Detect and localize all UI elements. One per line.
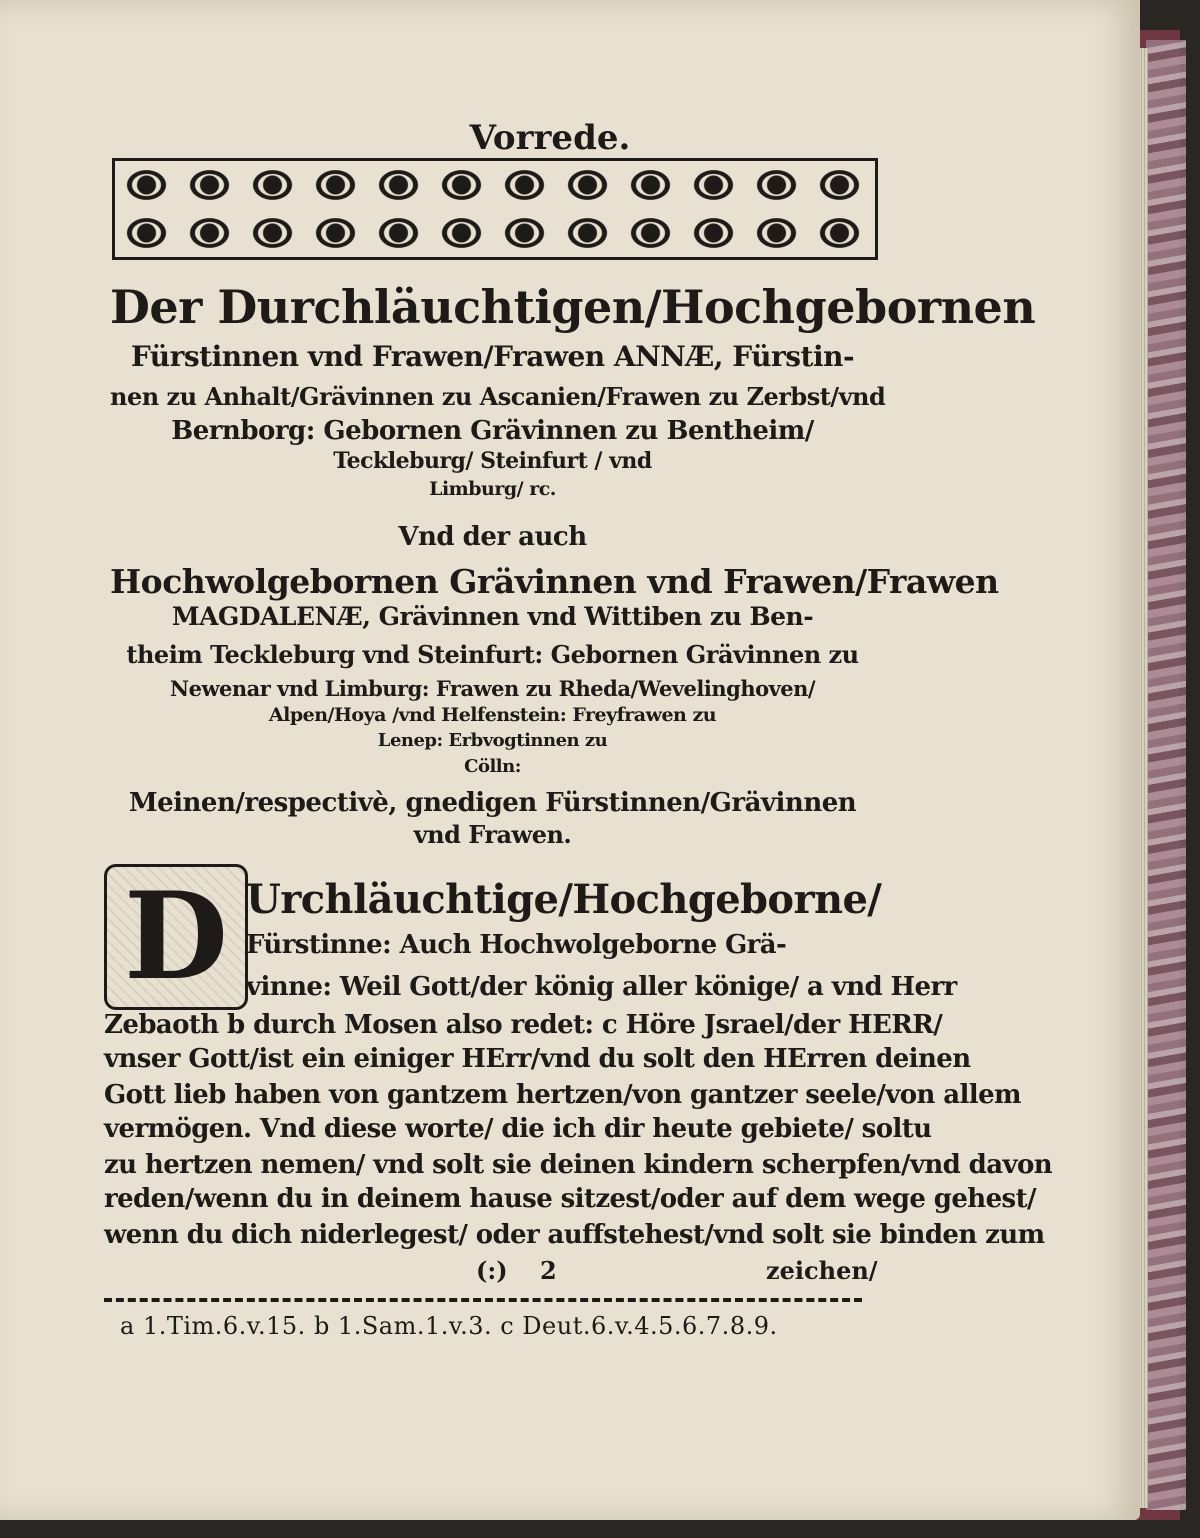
body-line-3: vinne: Weil Gott/der könig aller könige/ a vnd Herr [246,972,957,1002]
title-line-9: MAGDALENÆ, Grävinnen vnd Wittiben zu Ben- [171,602,814,631]
body-line-10: wenn du dich niderlegest/ oder auffstehest/vnd solt sie binden zum [104,1220,1045,1250]
body-line-4: Zebaoth b durch Mosen also redet: c Höre Jsrael/der HERR/ [104,1010,943,1040]
body-line-7: vermögen. Vnd diese worte/ die ich dir heute gebiete/ soltu [104,1114,932,1144]
title-line-10: theim Teckleburg vnd Steinfurt: Gebornen Grävinnen zu [126,640,859,669]
body-line-2: Fürstinne: Auch Hochwolgeborne Grä- [246,930,787,960]
body-line-5: vnser Gott/ist ein einiger HErr/vnd du solt den HErren deinen [104,1044,971,1074]
body-line-6: Gott lieb haben von gantzem hertzen/von gantzer seele/von allem [104,1080,1021,1110]
signature-mark: (:) [476,1256,508,1285]
page-number: 2 [540,1256,557,1285]
dropcap-initial: D [104,864,248,1010]
title-line-8: Hochwolgebornen Grävinnen vnd Frawen/Frawen [110,562,999,601]
body-line-8: zu hertzen nemen/ vnd solt sie deinen kindern scherpfen/vnd davon [104,1150,1053,1180]
title-line-13: Lenep: Erbvogtinnen zu [377,730,608,751]
catchword: zeichen/ [766,1256,878,1285]
title-line-15: Meinen/respectivè, gnedigen Fürstinnen/Grävinnen [128,788,857,818]
footnote-rule [104,1298,862,1302]
title-line-14: Cölln: [464,756,521,777]
title-line-5: Teckleburg/ Steinfurt / vnd [333,448,652,474]
title-line-1: Der Durchläuchtigen/Hochgebornen [110,280,1036,334]
footnotes: a 1.Tim.6.v.15. b 1.Sam.1.v.3. c Deut.6.v.4.5.6.7.8.9. [120,1312,778,1340]
running-head: Vorrede. [469,118,631,158]
title-line-7: Vnd der auch [398,522,587,552]
ornament-border [112,158,878,260]
title-line-11: Newenar vnd Limburg: Frawen zu Rheda/Wevelinghoven/ [169,676,816,701]
title-line-4: Bernborg: Gebornen Grävinnen zu Bentheim/ [171,416,814,446]
title-line-3: nen zu Anhalt/Grävinnen zu Ascanien/Frawen zu Zerbst/vnd [110,382,886,411]
body-line-9: reden/wenn du in deinem hause sitzest/oder auf dem wege gehest/ [104,1184,1036,1214]
title-line-6: Limburg/ rc. [429,478,556,500]
marbled-edge [1146,40,1186,1510]
title-line-2: Fürstinnen vnd Frawen/Frawen ANNÆ, Fürstin- [130,340,855,373]
title-line-12: Alpen/Hoya /vnd Helfenstein: Freyfrawen zu [268,704,717,726]
title-line-16: vnd Frawen. [413,820,572,849]
body-line-1: Urchläuchtige/Hochgeborne/ [246,876,882,923]
